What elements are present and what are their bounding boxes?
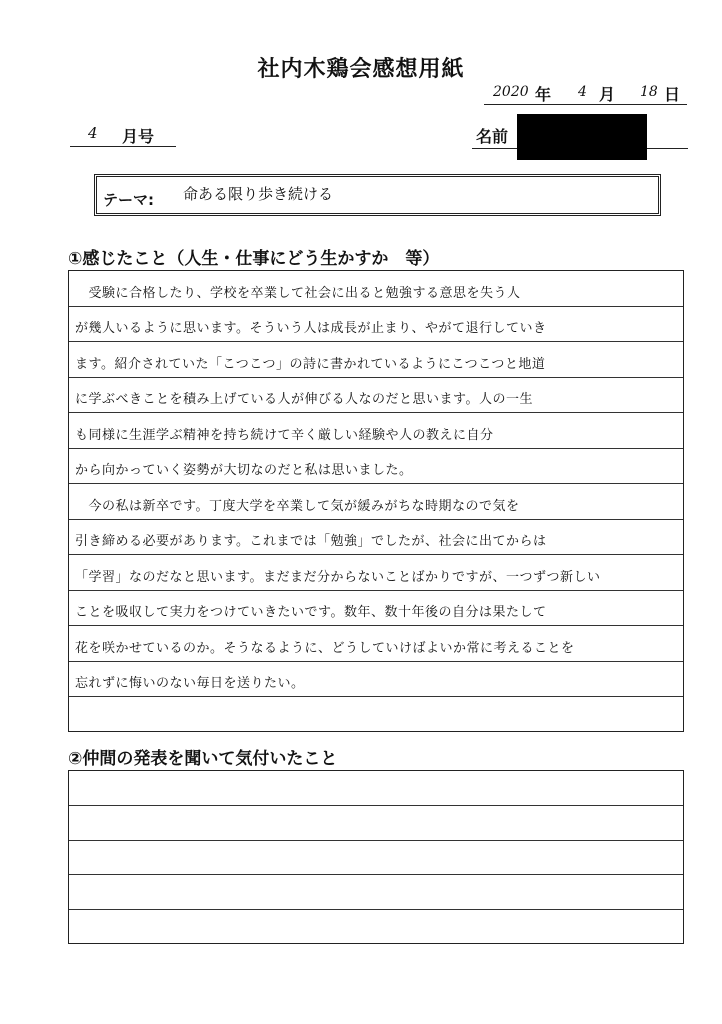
name-label: 名前 (476, 127, 509, 146)
section1-line: ます。紹介されていた「こつこつ」の詩に書かれているようにこつこつと地道 (69, 342, 683, 378)
date-month: 4 (578, 84, 587, 100)
redacted-name (517, 114, 647, 160)
issue-number: 4 (88, 124, 98, 142)
theme-label: テーマ: (103, 191, 154, 209)
issue-suffix: 月号 (122, 127, 155, 146)
section1-heading: ①感じたこと（人生・仕事にどう生かすか 等） (68, 249, 440, 269)
section1-line: も同様に生涯学ぶ精神を持ち続けて辛く厳しい経験や人の教えに自分 (69, 413, 683, 449)
date-day: 18 (640, 84, 658, 100)
date-month-unit: 月 (599, 85, 616, 104)
section2-line (69, 771, 683, 806)
section1-line: ことを吸収して実力をつけていきたいです。数年、数十年後の自分は果たして (69, 591, 683, 627)
section2-heading: ②仲間の発表を聞いて気付いたこと (68, 749, 338, 769)
date-day-unit: 日 (664, 85, 681, 104)
section2-box (68, 770, 684, 944)
section1-line: 「学習」なのだなと思います。まだまだ分からないことばかりですが、一つずつ新しい (69, 555, 683, 591)
section1-line: 忘れずに悔いのない毎日を送りたい。 (69, 662, 683, 698)
section1-line (69, 697, 683, 733)
section1-line: から向かっていく姿勢が大切なのだと私は思いました。 (69, 449, 683, 485)
date-year-unit: 年 (535, 85, 552, 104)
section1-box (68, 270, 684, 732)
section1-line: 花を咲かせているのか。そうなるように、どうしていけばよいか常に考えることを (69, 626, 683, 662)
section2-line (69, 910, 683, 945)
section1-line: が幾人いるように思います。そういう人は成長が止まり、やがて退行していき (69, 307, 683, 343)
theme-value: 命ある限り歩き続ける (183, 185, 334, 203)
section2-line (69, 841, 683, 876)
section1-line: 今の私は新卒です。丁度大学を卒業して気が緩みがちな時期なので気を (69, 484, 683, 520)
theme-box (94, 174, 661, 216)
section1-line: 引き締める必要があります。これまでは「勉強」でしたが、社会に出てからは (69, 520, 683, 556)
form-title: 社内木鶏会感想用紙 (257, 57, 465, 82)
date-year: 2020 (493, 84, 529, 100)
section2-line (69, 806, 683, 841)
section1-line: に学ぶべきことを積み上げている人が伸びる人なのだと思います。人の一生 (69, 378, 683, 414)
section1-line: 受験に合格したり、学校を卒業して社会に出ると勉強する意思を失う人 (69, 271, 683, 307)
section2-line (69, 875, 683, 910)
date-underline (484, 104, 687, 105)
